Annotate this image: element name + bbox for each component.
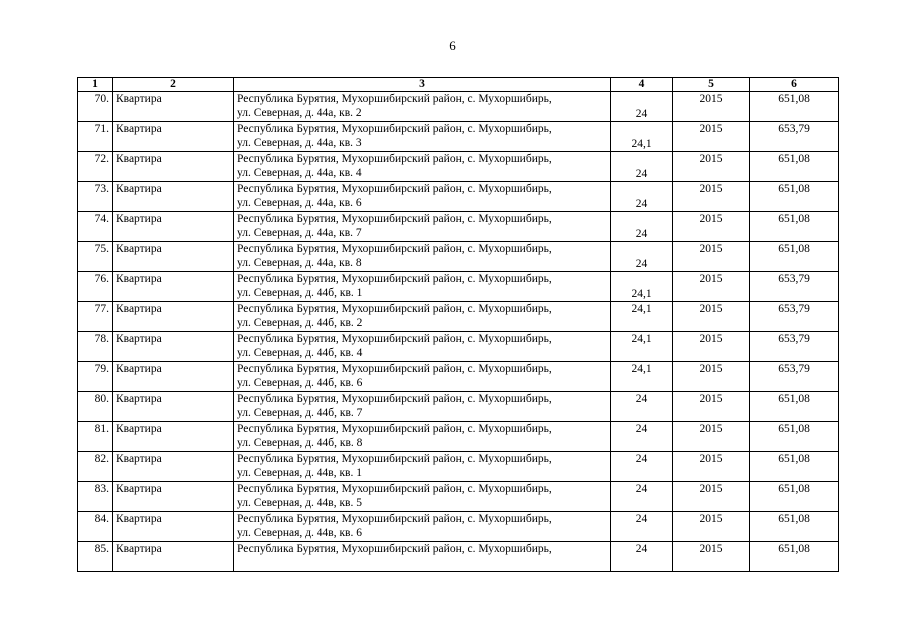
table-body — [78, 92, 839, 572]
property-type: Квартира — [113, 302, 234, 332]
property-cost: 651,08 — [750, 452, 839, 482]
column-header: 4 — [611, 78, 673, 92]
property-address — [234, 332, 611, 362]
property-cost: 651,08 — [750, 512, 839, 542]
property-area: 24,1 — [611, 332, 673, 362]
property-type: Квартира — [113, 182, 234, 212]
property-address — [234, 542, 611, 572]
property-address — [234, 182, 611, 212]
row-number: 73. — [78, 182, 113, 212]
column-header: 1 — [78, 78, 113, 92]
address-line-1: Республика Бурятия, Мухоршибирский район, с. Мухоршибирь, — [237, 273, 552, 285]
address-line-2: ул. Северная, д. 44а, кв. 3 — [237, 137, 362, 149]
address-line-1: Республика Бурятия, Мухоршибирский район, с. Мухоршибирь, — [237, 393, 552, 405]
property-area: 24 — [611, 392, 673, 422]
address-line-2: ул. Северная, д. 44а, кв. 7 — [237, 227, 362, 239]
property-year: 2015 — [673, 392, 750, 422]
address-line-1: Республика Бурятия, Мухоршибирский район, с. Мухоршибирь, — [237, 153, 552, 165]
property-type: Квартира — [113, 272, 234, 302]
row-number: 78. — [78, 332, 113, 362]
row-number: 84. — [78, 512, 113, 542]
property-area: 24 — [611, 152, 673, 182]
property-year: 2015 — [673, 452, 750, 482]
property-area: 24 — [611, 242, 673, 272]
property-type: Квартира — [113, 392, 234, 422]
property-type: Квартира — [113, 542, 234, 572]
property-type: Квартира — [113, 332, 234, 362]
header-row — [78, 78, 839, 92]
address-line-2: ул. Северная, д. 44б, кв. 2 — [237, 317, 363, 329]
property-type: Квартира — [113, 212, 234, 242]
property-year: 2015 — [673, 422, 750, 452]
property-cost: 653,79 — [750, 332, 839, 362]
property-year: 2015 — [673, 332, 750, 362]
row-number: 85. — [78, 542, 113, 572]
property-cost: 653,79 — [750, 272, 839, 302]
column-header: 6 — [750, 78, 839, 92]
row-number: 76. — [78, 272, 113, 302]
row-number: 72. — [78, 152, 113, 182]
property-area: 24 — [611, 212, 673, 242]
property-year: 2015 — [673, 122, 750, 152]
property-area: 24,1 — [611, 122, 673, 152]
address-line-2: ул. Северная, д. 44б, кв. 8 — [237, 437, 363, 449]
table-row — [78, 362, 839, 392]
property-address — [234, 302, 611, 332]
property-type: Квартира — [113, 362, 234, 392]
property-year: 2015 — [673, 92, 750, 122]
property-type: Квартира — [113, 422, 234, 452]
property-address — [234, 392, 611, 422]
address-line-2: ул. Северная, д. 44б, кв. 1 — [237, 287, 363, 299]
address-line-1: Республика Бурятия, Мухоршибирский район, с. Мухоршибирь, — [237, 363, 552, 375]
property-area: 24,1 — [611, 362, 673, 392]
property-area: 24 — [611, 182, 673, 212]
row-number: 71. — [78, 122, 113, 152]
address-line-2: ул. Северная, д. 44в, кв. 6 — [237, 527, 362, 539]
address-line-1: Республика Бурятия, Мухоршибирский район, с. Мухоршибирь, — [237, 243, 552, 255]
property-cost: 651,08 — [750, 422, 839, 452]
table-row — [78, 272, 839, 302]
property-cost: 651,08 — [750, 542, 839, 572]
property-year: 2015 — [673, 182, 750, 212]
address-line-1: Республика Бурятия, Мухоршибирский район, с. Мухоршибирь, — [237, 183, 552, 195]
property-cost: 651,08 — [750, 482, 839, 512]
property-year: 2015 — [673, 512, 750, 542]
property-address — [234, 152, 611, 182]
row-number: 79. — [78, 362, 113, 392]
table-row — [78, 122, 839, 152]
property-type: Квартира — [113, 512, 234, 542]
table-row — [78, 452, 839, 482]
property-cost: 651,08 — [750, 392, 839, 422]
address-line-1: Республика Бурятия, Мухоршибирский район, с. Мухоршибирь, — [237, 93, 552, 105]
page-number: 6 — [449, 38, 456, 53]
property-address — [234, 272, 611, 302]
property-area: 24 — [611, 542, 673, 572]
table-row — [78, 302, 839, 332]
property-address — [234, 212, 611, 242]
property-area: 24,1 — [611, 272, 673, 302]
property-address — [234, 512, 611, 542]
address-line-1: Республика Бурятия, Мухоршибирский район, с. Мухоршибирь, — [237, 483, 552, 495]
table-row — [78, 152, 839, 182]
row-number: 83. — [78, 482, 113, 512]
address-line-1: Республика Бурятия, Мухоршибирский район, с. Мухоршибирь, — [237, 543, 552, 555]
table-row — [78, 332, 839, 362]
address-line-1: Республика Бурятия, Мухоршибирский район, с. Мухоршибирь, — [237, 453, 552, 465]
property-table — [77, 77, 839, 572]
address-line-2: ул. Северная, д. 44в, кв. 1 — [237, 467, 362, 479]
property-cost: 651,08 — [750, 182, 839, 212]
property-address — [234, 482, 611, 512]
property-type: Квартира — [113, 242, 234, 272]
property-cost: 653,79 — [750, 362, 839, 392]
column-header: 3 — [234, 78, 611, 92]
address-line-2: ул. Северная, д. 44б, кв. 7 — [237, 407, 363, 419]
property-address — [234, 422, 611, 452]
property-year: 2015 — [673, 242, 750, 272]
address-line-2: ул. Северная, д. 44б, кв. 4 — [237, 347, 363, 359]
property-area: 24 — [611, 422, 673, 452]
property-year: 2015 — [673, 542, 750, 572]
table-row — [78, 242, 839, 272]
property-area: 24 — [611, 482, 673, 512]
table-row — [78, 212, 839, 242]
table-row — [78, 512, 839, 542]
row-number: 70. — [78, 92, 113, 122]
address-line-2: ул. Северная, д. 44а, кв. 4 — [237, 167, 362, 179]
property-area: 24,1 — [611, 302, 673, 332]
property-type: Квартира — [113, 92, 234, 122]
row-number: 75. — [78, 242, 113, 272]
property-cost: 651,08 — [750, 152, 839, 182]
address-line-1: Республика Бурятия, Мухоршибирский район, с. Мухоршибирь, — [237, 513, 552, 525]
row-number: 82. — [78, 452, 113, 482]
property-type: Квартира — [113, 152, 234, 182]
address-line-2: ул. Северная, д. 44а, кв. 6 — [237, 197, 362, 209]
table-row — [78, 542, 839, 572]
address-line-1: Республика Бурятия, Мухоршибирский район, с. Мухоршибирь, — [237, 333, 552, 345]
property-year: 2015 — [673, 302, 750, 332]
address-line-2: ул. Северная, д. 44б, кв. 6 — [237, 377, 363, 389]
row-number: 81. — [78, 422, 113, 452]
property-cost: 651,08 — [750, 242, 839, 272]
column-header: 2 — [113, 78, 234, 92]
address-line-2: ул. Северная, д. 44в, кв. 5 — [237, 497, 362, 509]
table-row — [78, 182, 839, 212]
property-address — [234, 452, 611, 482]
property-area: 24 — [611, 92, 673, 122]
address-line-2: ул. Северная, д. 44а, кв. 8 — [237, 257, 362, 269]
property-cost: 653,79 — [750, 302, 839, 332]
property-year: 2015 — [673, 482, 750, 512]
property-year: 2015 — [673, 152, 750, 182]
address-line-1: Республика Бурятия, Мухоршибирский район, с. Мухоршибирь, — [237, 213, 552, 225]
property-area: 24 — [611, 452, 673, 482]
address-line-1: Республика Бурятия, Мухоршибирский район, с. Мухоршибирь, — [237, 303, 552, 315]
column-header: 5 — [673, 78, 750, 92]
property-cost: 651,08 — [750, 92, 839, 122]
property-type: Квартира — [113, 482, 234, 512]
table-row — [78, 92, 839, 122]
property-type: Квартира — [113, 122, 234, 152]
table-row — [78, 392, 839, 422]
table-row — [78, 422, 839, 452]
table-row — [78, 482, 839, 512]
row-number: 77. — [78, 302, 113, 332]
property-area: 24 — [611, 512, 673, 542]
property-address — [234, 242, 611, 272]
row-number: 74. — [78, 212, 113, 242]
property-address — [234, 122, 611, 152]
property-address — [234, 92, 611, 122]
property-cost: 651,08 — [750, 212, 839, 242]
property-year: 2015 — [673, 212, 750, 242]
address-line-1: Республика Бурятия, Мухоршибирский район, с. Мухоршибирь, — [237, 423, 552, 435]
property-type: Квартира — [113, 452, 234, 482]
property-year: 2015 — [673, 272, 750, 302]
property-cost: 653,79 — [750, 122, 839, 152]
property-year: 2015 — [673, 362, 750, 392]
address-line-2: ул. Северная, д. 44а, кв. 2 — [237, 107, 362, 119]
property-address — [234, 362, 611, 392]
address-line-1: Республика Бурятия, Мухоршибирский район, с. Мухоршибирь, — [237, 123, 552, 135]
row-number: 80. — [78, 392, 113, 422]
